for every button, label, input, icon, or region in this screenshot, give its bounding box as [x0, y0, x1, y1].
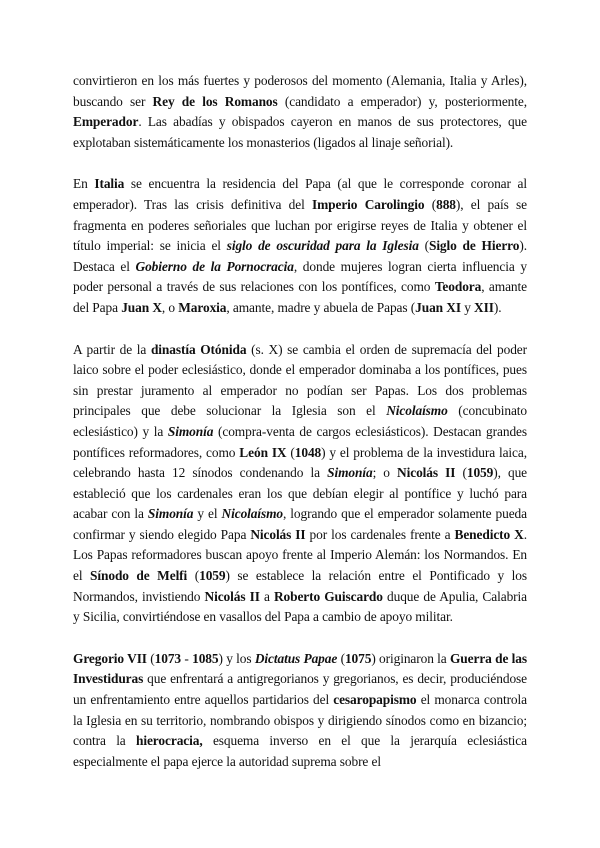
- bold-text-run: 1073: [154, 650, 182, 666]
- text-run: y: [460, 299, 475, 315]
- text-run: ) y el problema de la investidura laica, celebrando hasta 12 sínodos condenando la: [73, 444, 527, 481]
- text-run: -: [181, 650, 193, 666]
- text-run: por los cardenales frente a: [305, 526, 455, 542]
- bold-text-run: [148, 506, 193, 521]
- text-run: (: [286, 444, 295, 460]
- bold-text-run: 1059: [466, 465, 494, 481]
- bold-text-run: León IX: [239, 444, 287, 460]
- paragraph-2: [73, 174, 527, 318]
- text-run: y el: [193, 506, 222, 522]
- text-run: (concubinato eclesiástico) y la: [73, 403, 528, 439]
- bold-text-run: [222, 506, 284, 521]
- bold-text-run: Juan XI: [415, 299, 461, 315]
- emphasis-text: siglo de oscuridad para la Iglesia: [226, 238, 419, 254]
- bold-text-run: 888: [436, 196, 456, 212]
- emphasis-text: Nicolaísmo: [386, 403, 448, 419]
- paragraph-3: [73, 340, 527, 628]
- emphasis-text: Nicolaísmo: [221, 506, 284, 522]
- emphasis-text: Simonía: [327, 465, 373, 481]
- bold-text-run: XII: [474, 299, 494, 315]
- text-run: ), que estableció que los cardenales eran los que debían elegir al pontífice y luchó para acabar con la: [73, 465, 528, 522]
- bold-text-run: Nicolás II: [250, 526, 306, 542]
- bold-text-run: [168, 424, 213, 439]
- emphasis-text: Dictatus Papae: [254, 650, 338, 666]
- text-run: , o: [161, 299, 179, 315]
- text-run: (: [424, 196, 437, 212]
- bold-text-run: 1075: [344, 650, 372, 666]
- bold-text-run: Gregorio VII: [73, 650, 147, 666]
- text-run: ) originaron la: [371, 650, 450, 666]
- bold-text-run: 1085: [192, 650, 219, 666]
- text-run: , logrando que el emperador solamente pueda confirmar y siendo elegido Papa: [73, 506, 527, 542]
- text-run: (: [337, 650, 345, 666]
- bold-text-run: dinastía Otónida: [150, 341, 247, 357]
- bold-text-run: Imperio Carolingio: [311, 196, 425, 212]
- text-run: (: [455, 465, 467, 481]
- text-run: (compra-venta de cargos eclesiásticos). Destacan grandes pontífices reformadores, como: [73, 423, 527, 460]
- text-run: . Las abadías y obispados cayeron en manos de sus protectores, que explotaban sistemáticamente los monasterios (ligados al linaje señorial).: [73, 114, 527, 150]
- emphasis-text: Simonía: [147, 506, 194, 522]
- bold-text-run: 1048: [294, 444, 322, 460]
- text-run: A partir de la: [73, 341, 151, 357]
- paragraph-4: [73, 649, 527, 773]
- text-run: ). Destaca el: [73, 238, 527, 274]
- text-run: (s. X) se cambia el orden de supremacía del poder laico sobre el poder eclesiástico, donde el emperador dominaba a los pontífices, pues sin prestar juramento al emperador no podían ser Papas. Los dos problemas principales que debe solucionar la Iglesia son el: [73, 341, 527, 419]
- text-run: ), el país se fragmenta en poderes señoriales que luchan por erigirse reyes de Italia y obtener el título imperial: se inicia el: [73, 196, 527, 254]
- bold-text-run: Emperador: [73, 114, 139, 130]
- bold-text-run: Rey de los Romanos: [152, 93, 278, 109]
- bold-text-run: Benedicto X: [454, 526, 524, 542]
- bold-text-run: Roberto Guiscardo: [273, 588, 383, 604]
- bold-text-run: [327, 465, 372, 480]
- emphasis-text: Gobierno de la Pornocracia: [135, 258, 294, 274]
- text-run: ; o: [372, 465, 398, 481]
- bold-text-run: Siglo de Hierro: [428, 238, 520, 254]
- bold-text-run: [227, 238, 419, 253]
- text-run: ).: [493, 299, 502, 315]
- bold-text-run: Italia: [94, 176, 125, 192]
- bold-text-run: Teodora: [434, 279, 482, 295]
- text-run: duque de Apulia, Calabria y Sicilia, convirtiéndose en vasallos del Papa a cambio de apoyo militar.: [73, 588, 527, 625]
- text-run: el monarca controla la Iglesia en su territorio, nombrando obispos y dirigiendo sínodos como en bizancio; contra la: [73, 692, 527, 749]
- text-run: convirtieron en los más fuertes y poderosos del momento (Alemania, Italia y Arles), buscando ser: [73, 73, 527, 109]
- bold-text-run: cesaropapismo: [333, 692, 417, 708]
- bold-text-run: Guerra de las Investiduras: [73, 650, 527, 687]
- bold-text-run: Nicolás II: [204, 588, 260, 604]
- paragraph-1: [73, 71, 527, 153]
- text-run: ) se establece la relación entre el Pontificado y los Normandos, invistiendo: [73, 568, 528, 604]
- text-run: (: [418, 238, 429, 254]
- text-run: , donde mujeres logran cierta influencia y poder personal a través de sus relaciones con los pontífices, como: [73, 258, 527, 295]
- bold-text-run: [386, 403, 448, 418]
- text-run: , amante del Papa: [73, 279, 527, 315]
- text-run: (: [146, 650, 155, 666]
- text-run: (: [187, 568, 200, 584]
- bold-text-run: [136, 259, 294, 274]
- text-run: que enfrentará a antigregorianos y gregorianos, es decir, produciéndose un enfrentamiento entre aquellos partidarios del: [73, 671, 527, 708]
- bold-text-run: hierocracia,: [136, 733, 203, 749]
- text-run: esquema inverso en el que la jerarquía eclesiástica especialmente el papa ejerce la autoridad suprema sobre el: [73, 733, 527, 769]
- text-run: En: [73, 176, 95, 192]
- bold-text-run: Juan X: [121, 299, 162, 315]
- emphasis-text: Simonía: [167, 423, 214, 439]
- text-run: ) y los: [218, 650, 255, 666]
- bold-text-run: [255, 651, 337, 666]
- bold-text-run: Sínodo de Melfi: [90, 568, 188, 584]
- text-run: a: [259, 588, 274, 604]
- text-run: (candidato a emperador) y, posteriormente,: [277, 93, 527, 109]
- bold-text-run: Nicolás II: [397, 465, 456, 481]
- bold-text-run: Maroxia: [178, 299, 227, 315]
- bold-text-run: 1059: [199, 568, 226, 584]
- text-run: , amante, madre y abuela de Papas (: [226, 299, 416, 315]
- text-run: se encuentra la residencia del Papa (al que le corresponde coronar al emperador). Tras las crisis definitiva del: [73, 176, 527, 212]
- text-run: . Los Papas reformadores buscan apoyo frente al Imperio Alemán: los Normandos. En el: [73, 526, 527, 584]
